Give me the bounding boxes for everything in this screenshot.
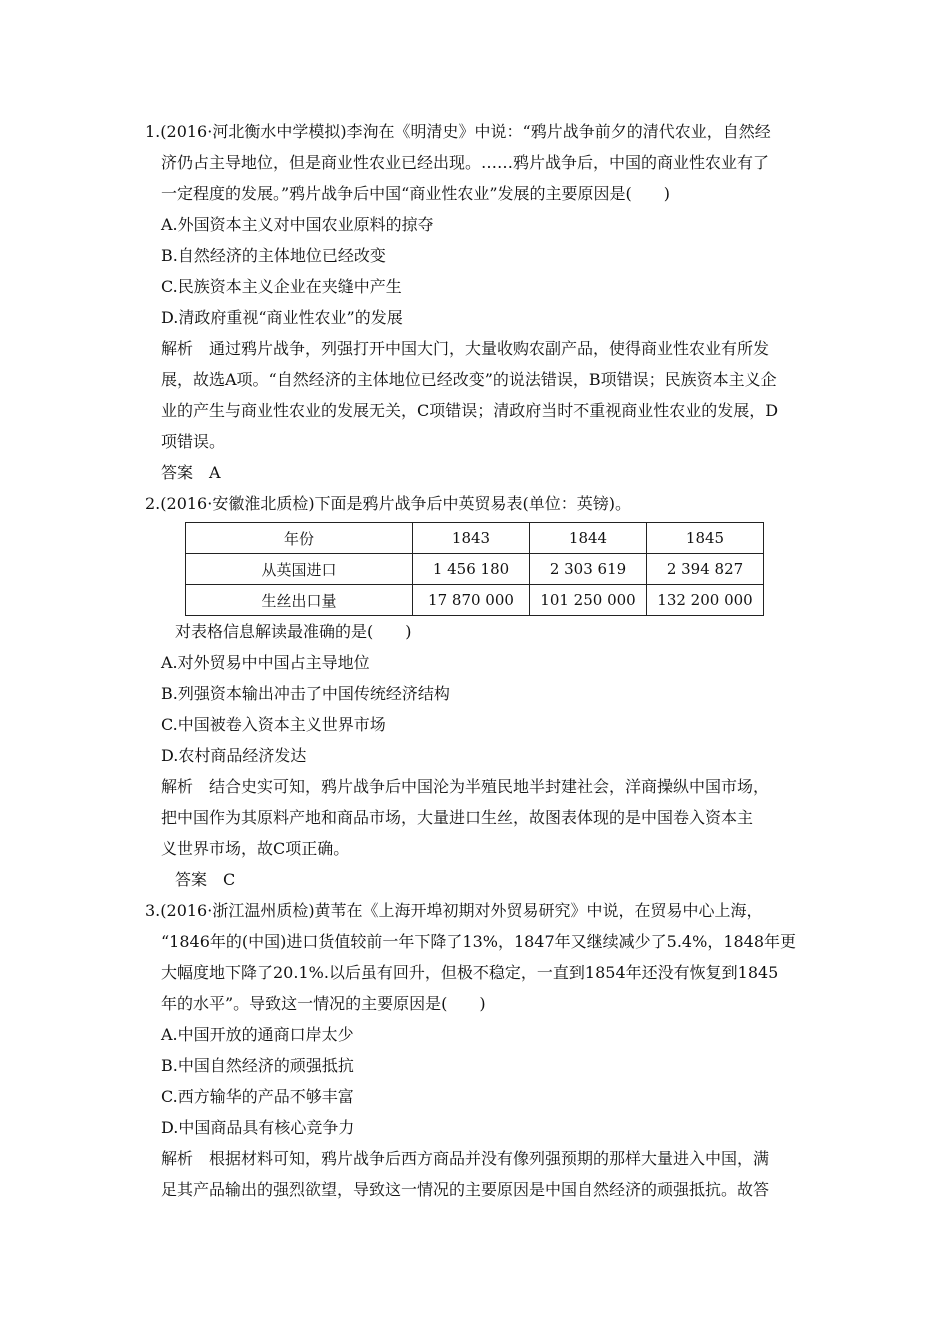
table-cell: 2 394 827	[647, 554, 764, 585]
q3-analysis-line-2: 足其产品输出的强烈欲望，导致这一情况的主要原因是中国自然经济的顽强抵抗。故答	[161, 1180, 770, 1199]
q3-option-c: C.西方输华的产品不够丰富	[161, 1087, 354, 1106]
q1-stem-line-3: 一定程度的发展。”鸦片战争后中国“商业性农业”发展的主要原因是( )	[161, 184, 671, 203]
q3-stem-line-2: “1846年的(中国)进口货值较前一年下降了13%，1847年又继续减少了5.4%，1848年更	[161, 932, 797, 951]
q2-answer: 答案 C	[175, 870, 236, 889]
q1-option-c: C.民族资本主义企业在夹缝中产生	[161, 277, 402, 296]
table-cell: 从英国进口	[186, 554, 413, 585]
table-header-row	[186, 523, 764, 554]
q1-analysis-line-4: 项错误。	[161, 432, 226, 451]
q2-prompt: 对表格信息解读最准确的是( )	[175, 622, 412, 641]
table-header-cell: 1845	[647, 523, 764, 554]
table-header-cell: 1844	[530, 523, 647, 554]
q3-option-a: A.中国开放的通商口岸太少	[161, 1025, 354, 1044]
table-cell: 1 456 180	[413, 554, 530, 585]
q1-stem-line-2: 济仍占主导地位，但是商业性农业已经出现。……鸦片战争后，中国的商业性农业有了	[161, 153, 770, 172]
q2-option-c: C.中国被卷入资本主义世界市场	[161, 715, 386, 734]
table-header-cell: 年份	[186, 523, 413, 554]
q1-option-b: B.自然经济的主体地位已经改变	[161, 246, 386, 265]
q2-analysis-line-2: 把中国作为其原料产地和商品市场，大量进口生丝，故图表体现的是中国卷入资本主	[161, 808, 754, 827]
table-cell: 132 200 000	[647, 585, 764, 616]
q2-stem-line-1: 2.(2016·安徽淮北质检)下面是鸦片战争后中英贸易表(单位：英镑)。	[145, 494, 632, 513]
q3-analysis-line-1: 解析 根据材料可知，鸦片战争后西方商品并没有像列强预期的那样大量进入中国，满	[161, 1149, 770, 1168]
trade-table	[185, 522, 764, 616]
table-row	[186, 585, 764, 616]
q2-option-a: A.对外贸易中中国占主导地位	[161, 653, 370, 672]
q1-analysis-line-1: 解析 通过鸦片战争，列强打开中国大门，大量收购农副产品，使得商业性农业有所发	[161, 339, 770, 358]
table-row	[186, 554, 764, 585]
q1-option-d: D.清政府重视“商业性农业”的发展	[161, 308, 403, 327]
q3-option-b: B.中国自然经济的顽强抵抗	[161, 1056, 354, 1075]
table-cell: 2 303 619	[530, 554, 647, 585]
q1-analysis-line-2: 展，故选A项。“自然经济的主体地位已经改变”的说法错误，B项错误；民族资本主义企	[161, 370, 777, 389]
q3-stem-line-1: 3.(2016·浙江温州质检)黄苇在《上海开埠初期对外贸易研究》中说，在贸易中心上海，	[145, 901, 763, 920]
table-cell: 生丝出口量	[186, 585, 413, 616]
table-cell: 17 870 000	[413, 585, 530, 616]
q2-option-b: B.列强资本输出冲击了中国传统经济结构	[161, 684, 450, 703]
q2-option-d: D.农村商品经济发达	[161, 746, 307, 765]
q1-stem-line-1: 1.(2016·河北衡水中学模拟)李洵在《明清史》中说：“鸦片战争前夕的清代农业，自然经	[145, 122, 771, 141]
q3-stem-line-4: 年的水平”。导致这一情况的主要原因是( )	[161, 994, 486, 1013]
table-header-cell: 1843	[413, 523, 530, 554]
q1-analysis-line-3: 业的产生与商业性农业的发展无关，C项错误；清政府当时不重视商业性农业的发展，D	[161, 401, 779, 420]
q3-option-d: D.中国商品具有核心竞争力	[161, 1118, 355, 1137]
q1-answer: 答案 A	[161, 463, 221, 482]
q1-option-a: A.外国资本主义对中国农业原料的掠夺	[161, 215, 434, 234]
q2-analysis-line-1: 解析 结合史实可知，鸦片战争后中国沦为半殖民地半封建社会，洋商操纵中国市场，	[161, 777, 770, 796]
q2-analysis-line-3: 义世界市场，故C项正确。	[161, 839, 350, 858]
q3-stem-line-3: 大幅度地下降了20.1%.以后虽有回升，但极不稳定，一直到1854年还没有恢复到1845	[161, 963, 779, 982]
table-cell: 101 250 000	[530, 585, 647, 616]
